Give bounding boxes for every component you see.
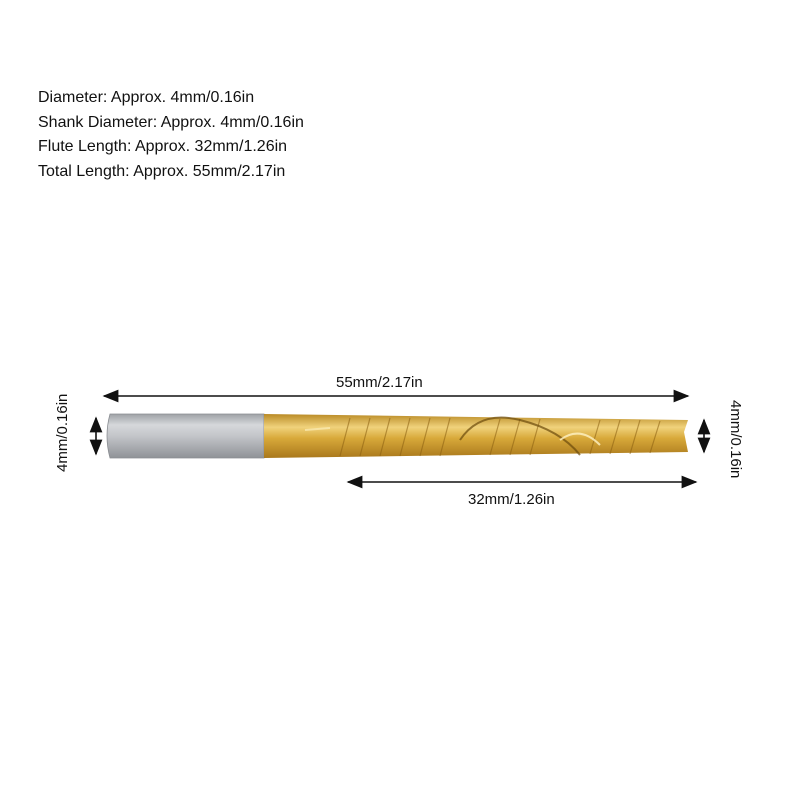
shank bbox=[107, 414, 264, 458]
spec-diameter: Diameter: Approx. 4mm/0.16in bbox=[38, 89, 255, 106]
spec-total-length: Total Length: Approx. 55mm/2.17in bbox=[38, 162, 286, 180]
shank-diameter-label: 4mm/0.16in bbox=[54, 393, 71, 472]
spec-shank-diameter: Shank Diameter: Approx. 4mm/0.16in bbox=[38, 113, 304, 131]
total-length-label: 55mm/2.17in bbox=[336, 374, 423, 391]
flute-length-label: 32mm/1.26in bbox=[468, 491, 555, 508]
spec-flute-length: Flute Length: Approx. 32mm/1.26in bbox=[38, 138, 288, 155]
flute-section bbox=[264, 414, 688, 458]
cutter-diameter-label: 4mm/0.16in bbox=[727, 400, 744, 479]
